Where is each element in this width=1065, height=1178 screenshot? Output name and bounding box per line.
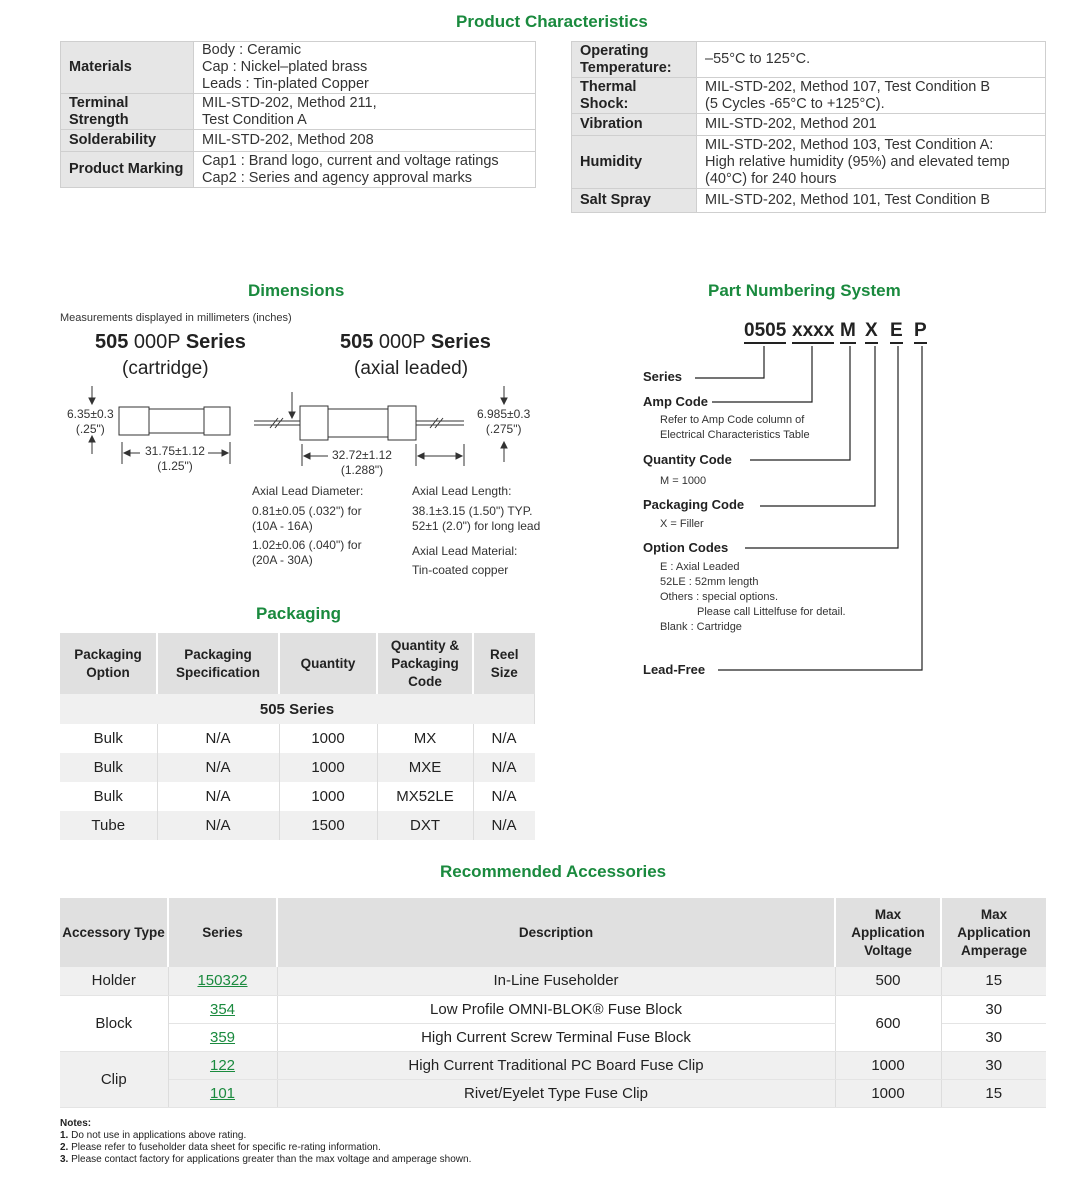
dim-line: 31.75±1.12 (145, 444, 205, 458)
dim-line: (.25") (75, 422, 105, 436)
acc-series-cell (168, 1051, 277, 1079)
pn-pkg-label: Packaging Code (643, 497, 745, 512)
note-item (60, 1130, 471, 1142)
series-word: Series (185, 331, 246, 353)
dim-line: (1.288") (340, 463, 384, 477)
acc-amp: 30 (941, 1023, 1046, 1051)
char-line: (5 Cycles -65°C to +125°C). (705, 95, 885, 112)
dim-line: 32.72±1.12 (332, 448, 392, 462)
packaging-title: Packaging (256, 604, 342, 623)
acc-amp: 15 (941, 967, 1046, 995)
char-value (194, 94, 536, 130)
dim-line: (.275") (485, 422, 522, 436)
pack-cell: N/A (473, 811, 535, 840)
char-value (697, 78, 1046, 114)
char-line: Cap : Nickel–plated brass (202, 59, 368, 75)
product-characteristics-title: Product Characteristics (456, 12, 648, 31)
pack-cell: Bulk (60, 753, 157, 782)
pack-header: Quantity & Packaging Code (377, 633, 473, 694)
notes-title: Notes: (60, 1118, 92, 1129)
pn-amp-sub (660, 413, 810, 443)
pn-seg-qty: M (840, 320, 856, 344)
char-value: –55°C to 125°C. (697, 42, 1046, 78)
pn-leadfree-label: Lead-Free (643, 662, 706, 677)
info-line: 0.81±0.05 (.032") for (252, 504, 362, 518)
pack-cell: MXE (377, 753, 473, 782)
pack-group-header: 505 Series (60, 694, 535, 724)
pn-sub-line: Electrical Characteristics Table (660, 429, 810, 441)
accessories-title: Recommended Accessories (440, 862, 667, 881)
char-line: MIL-STD-202, Method 211, (202, 94, 377, 111)
cartridge-length (145, 444, 205, 474)
pack-cell: MX52LE (377, 782, 473, 811)
acc-type: Holder (60, 967, 168, 995)
acc-desc: Low Profile OMNI-BLOK® Fuse Block (277, 995, 835, 1023)
series-mid: 000P (128, 331, 186, 353)
pn-qty-sub: M = 1000 (660, 475, 707, 487)
info-line: Axial Lead Diameter: (252, 484, 364, 498)
acc-header: Description (277, 898, 835, 967)
acc-header: Max Application Voltage (835, 898, 941, 967)
note-text: Do not use in applications above rating. (71, 1130, 247, 1141)
char-label: Operating Temperature: (572, 42, 697, 78)
acc-series-cell (168, 995, 277, 1023)
lead-length-info (412, 484, 540, 578)
acc-type: Block (60, 995, 168, 1051)
pack-cell: N/A (491, 788, 517, 805)
pack-cell: 1000 (279, 782, 377, 811)
char-label: Solderability (61, 130, 194, 152)
char-value (194, 42, 536, 94)
acc-amp: 15 (941, 1079, 1046, 1107)
char-value (697, 136, 1046, 189)
dim-line: 6.35±0.3 (67, 407, 114, 421)
note-text: Please contact factory for applications greater than the max voltage and amperage shown. (71, 1154, 472, 1165)
char-value: MIL-STD-202, Method 101, Test Condition B (697, 189, 1046, 213)
pack-cell: 1000 (279, 724, 377, 753)
char-line: MIL-STD-202, Method 107, Test Condition B (705, 78, 991, 95)
char-line: (40°C) for 240 hours (705, 170, 837, 187)
pack-header: Quantity (279, 633, 377, 694)
acc-volt: 1000 (835, 1079, 941, 1107)
pack-cell: N/A (491, 730, 517, 747)
pack-cell: N/A (157, 811, 279, 840)
series-num: 505 (95, 331, 129, 353)
notes (60, 1118, 471, 1166)
char-label: Salt Spray (572, 189, 697, 213)
pn-sub-line: Blank : Cartridge (660, 621, 742, 633)
pack-cell: N/A (473, 753, 535, 782)
char-label: Humidity (572, 136, 697, 189)
acc-volt: 1000 (835, 1051, 941, 1079)
char-value (194, 152, 536, 188)
axial-length (332, 448, 392, 478)
info-line: Tin-coated copper (412, 563, 509, 577)
pn-sub-line: Refer to Amp Code column of (660, 414, 805, 426)
note-item (60, 1142, 471, 1154)
pn-seg-leadfree: P (914, 320, 927, 344)
pn-sub-line: E : Axial Leaded (660, 561, 740, 573)
acc-amp: 30 (941, 995, 1046, 1023)
cartridge-series-title (95, 331, 246, 354)
axial-series-title (340, 331, 491, 354)
accessories-table (60, 898, 1046, 1108)
acc-series-cell (168, 1079, 277, 1107)
info-line: (10A - 16A) (252, 519, 313, 533)
pn-sub-line: Others : special options. (660, 591, 779, 603)
pack-cell: DXT (377, 811, 473, 840)
pn-seg-series: 0505 (744, 320, 786, 344)
pn-seg-pkg: X (865, 320, 878, 344)
char-label: Product Marking (61, 152, 194, 188)
packaging-table (60, 633, 535, 840)
note-text: Please refer to fuseholder data sheet for specific re-rating information. (71, 1142, 381, 1153)
pn-seg-amp: xxxx (792, 320, 834, 344)
dim-line: 6.985±0.3 (477, 407, 531, 421)
series-num: 505 (340, 331, 374, 353)
acc-amp: 30 (941, 1051, 1046, 1079)
info-line: Axial Lead Length: (412, 484, 512, 498)
pn-seg-opt: E (890, 320, 903, 344)
char-label: Materials (61, 42, 194, 94)
acc-series-link[interactable]: 359 (209, 1028, 236, 1046)
pack-cell: 1500 (279, 811, 377, 840)
lead-diameter-info (252, 484, 363, 568)
cartridge-subtitle: (cartridge) (122, 358, 209, 379)
acc-series-link[interactable]: 354 (209, 1000, 236, 1018)
pack-cell: N/A (157, 753, 279, 782)
char-line: High relative humidity (95%) and elevated temp (705, 153, 1010, 170)
char-label (61, 94, 194, 130)
acc-series-link[interactable]: 101 (209, 1084, 236, 1102)
pack-header: Packaging Specification (157, 633, 279, 694)
char-value: MIL-STD-202, Method 208 (194, 130, 536, 152)
series-word: Series (430, 331, 491, 353)
note-num: 3. (60, 1154, 69, 1165)
acc-header: Accessory Type (60, 898, 168, 967)
dim-line: (1.25") (157, 459, 193, 473)
pack-header: Packaging Option (60, 633, 157, 694)
acc-header: Max Application Amperage (941, 898, 1046, 967)
acc-desc: In-Line Fuseholder (277, 967, 835, 995)
characteristics-left-table (60, 41, 536, 188)
acc-type: Clip (60, 1051, 168, 1107)
pack-cell: N/A (157, 782, 279, 811)
pack-header: Reel Size (473, 633, 535, 694)
char-label-text: Terminal Strength (69, 94, 129, 128)
pn-opt-label: Option Codes (643, 540, 729, 555)
char-line: Cap1 : Brand logo, current and voltage ratings (202, 152, 499, 169)
acc-series-cell (168, 967, 277, 995)
dimensions-note: Measurements displayed in millimeters (inches) (60, 312, 292, 324)
acc-volt: 600 (835, 995, 941, 1051)
char-line: Test Condition A (202, 111, 307, 128)
pack-cell: 1000 (279, 753, 377, 782)
pn-sub-line: 52LE : 52mm length (660, 576, 759, 588)
pn-series-label: Series (643, 369, 683, 384)
acc-series-link[interactable]: 122 (209, 1056, 236, 1074)
pn-amp-label: Amp Code (643, 394, 708, 409)
acc-series-link[interactable]: 150322 (197, 972, 248, 990)
char-line: MIL-STD-202, Method 103, Test Condition A: (705, 136, 994, 153)
char-label: Vibration (572, 114, 697, 136)
pack-cell: MX (377, 724, 473, 753)
acc-series-cell (168, 1023, 277, 1051)
part-numbering-title: Part Numbering System (708, 281, 901, 300)
info-line: 38.1±3.15 (1.50") TYP. (412, 504, 533, 518)
dimensions-title: Dimensions (248, 281, 345, 300)
pn-opt-sub (660, 560, 846, 635)
pn-qty-label: Quantity Code (643, 452, 732, 467)
info-line: 52±1 (2.0") for long lead (412, 519, 541, 533)
acc-desc: Rivet/Eyelet Type Fuse Clip (277, 1079, 835, 1107)
char-value: MIL-STD-202, Method 201 (697, 114, 1046, 136)
char-line: Leads : Tin-plated Copper (202, 76, 369, 92)
series-mid: 000P (373, 331, 431, 353)
axial-diameter (477, 407, 530, 437)
cartridge-diameter (67, 407, 114, 437)
note-item (60, 1154, 471, 1166)
info-line: 1.02±0.06 (.040") for (252, 538, 362, 552)
pack-cell: Bulk (60, 724, 157, 753)
pack-cell: Bulk (60, 782, 157, 811)
note-num: 2. (60, 1142, 69, 1153)
characteristics-right-table (571, 41, 1046, 213)
info-line: (20A - 30A) (252, 553, 313, 567)
char-label: Thermal Shock: (572, 78, 697, 114)
note-num: 1. (60, 1130, 69, 1141)
axial-subtitle: (axial leaded) (354, 358, 469, 379)
pn-sub-line: Please call Littelfuse for detail. (697, 606, 846, 618)
acc-volt: 500 (835, 967, 941, 995)
char-line: Cap2 : Series and agency approval marks (202, 169, 473, 186)
pack-cell: N/A (157, 724, 279, 753)
acc-header: Series (168, 898, 277, 967)
pn-pkg-sub: X = Filler (660, 518, 704, 530)
char-line: Body : Ceramic (202, 42, 302, 58)
acc-desc: High Current Screw Terminal Fuse Block (277, 1023, 835, 1051)
acc-desc: High Current Traditional PC Board Fuse Clip (277, 1051, 835, 1079)
pack-cell: Tube (60, 811, 157, 840)
info-line: Axial Lead Material: (412, 544, 518, 558)
